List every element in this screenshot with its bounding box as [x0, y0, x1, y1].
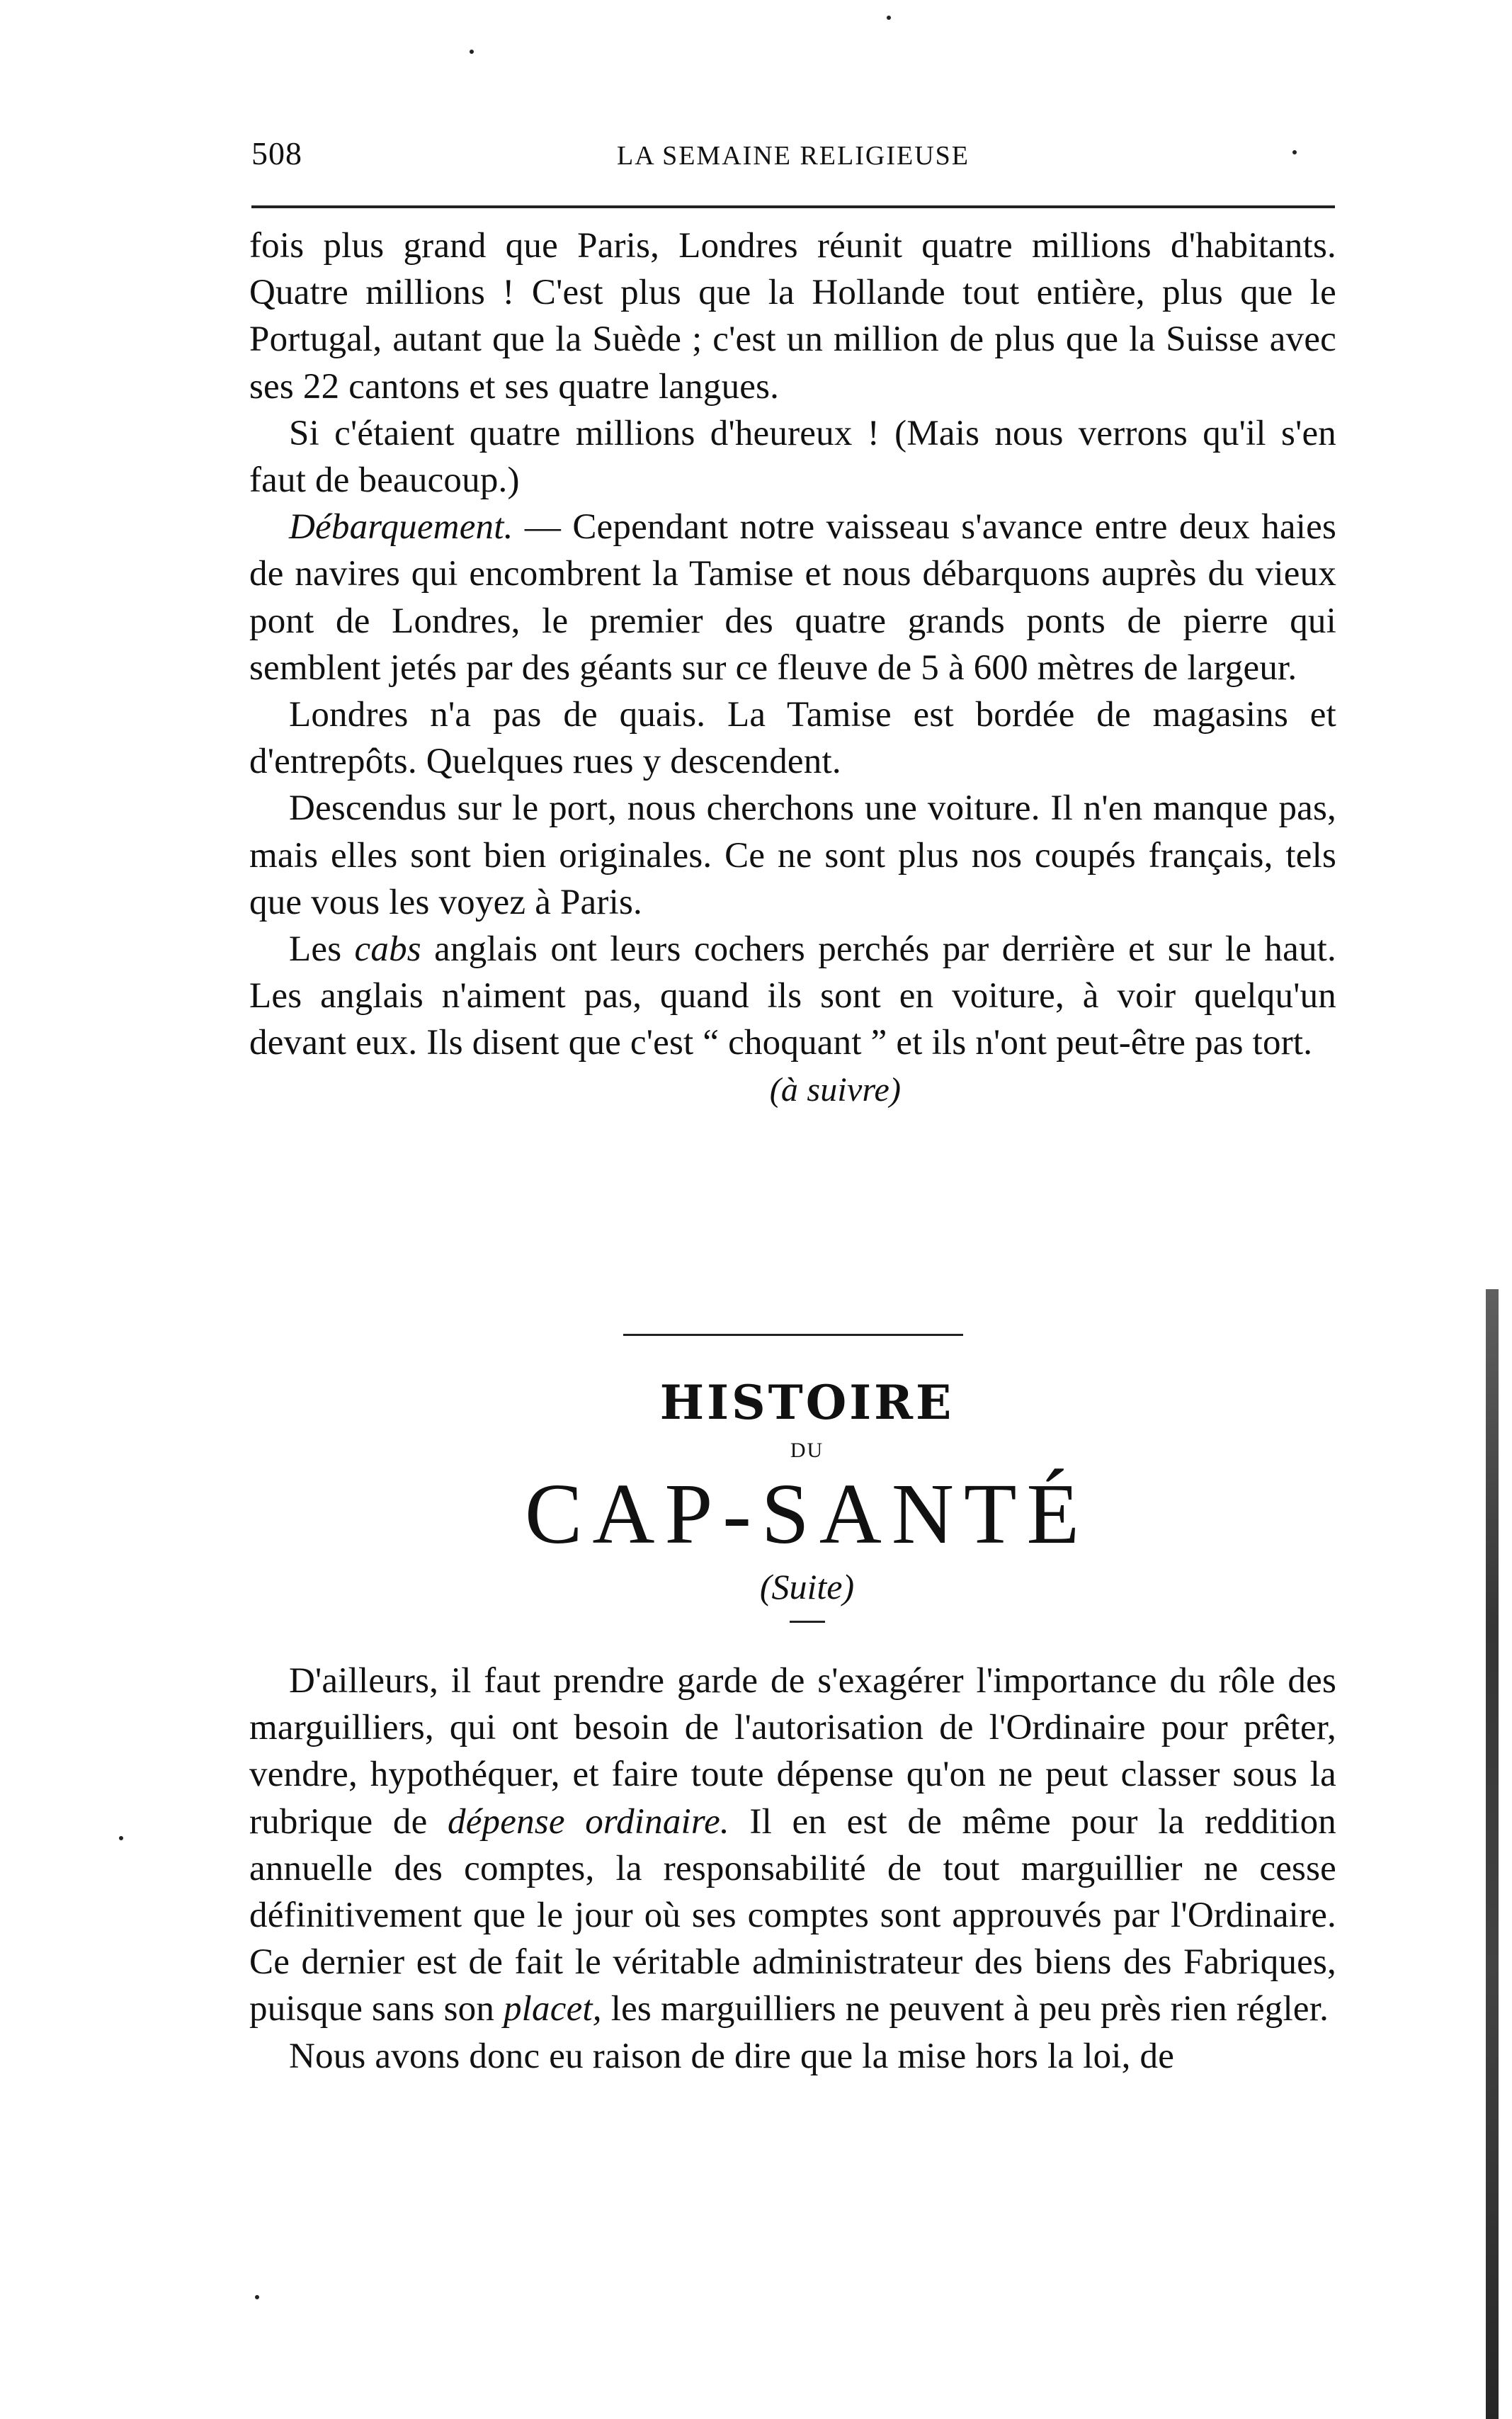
paragraph: Londres n'a pas de quais. La Tamise est bordée de magasins et d'entrepôts. Quelques rues y descendent.: [249, 695, 1336, 782]
page-number: 508: [251, 135, 302, 171]
paragraph-text: les marguilliers ne peuvent à peu près rien régler.: [601, 1989, 1329, 2029]
paragraph: Descendus sur le port, nous cherchons une voiture. Il n'en manque pas, mais elles sont bien originales. Ce ne sont plus nos coupés français, tels que vous les voyez à Paris.: [249, 788, 1336, 922]
paragraph-text: Il en est de même pour la reddition annuelle des comptes, la responsabilité de tout marguillier ne cesse définitivement que le jour où ses comptes sont approuvés par l'Ordinaire. Ce dernier est de fait le véritable administrateur des biens des Fabriques, puisque sans son: [249, 1801, 1336, 2029]
paragraph-text: D'ailleurs, il faut prendre garde de s'exagérer l'importance du rôle des marguilliers, qui ont besoin de l'autorisation de l'Ordinaire pour prêter, vendre, hypothéquer, et faire toute dépense qu'on ne peut classer sous la rubrique de: [249, 1661, 1336, 1842]
italic-phrase: dépense ordinaire.: [448, 1801, 729, 1842]
title-histoire: HISTOIRE: [659, 1375, 955, 1430]
journal-title: LA SEMAINE RELIGIEUSE: [617, 141, 970, 171]
article-continuation: [249, 222, 1336, 1114]
title-dash: [790, 1621, 825, 1623]
paragraph-text: — Cependant notre vaisseau s'avance entre deux haies de navires qui encombrent la Tamise et nous débarquons auprès du vieux pont de Londres, le premier des quatre grands ponts de pierre qui semblent jetés par des géants sur ce fleuve de 5 à 600 mètres de largeur.: [249, 507, 1336, 688]
italic-word: placet,: [503, 1989, 602, 2029]
page-edge-shadow: [1486, 1289, 1499, 2419]
article-title-block: [249, 1374, 1336, 1623]
scan-speck: [119, 1836, 123, 1840]
paragraph: Nous avons donc eu raison de dire que la mise hors la loi, de: [289, 2036, 1175, 2076]
scan-speck: [887, 16, 891, 20]
title-suite: (Suite): [759, 1567, 855, 1607]
scan-speck: [470, 50, 474, 54]
scan-speck: [1292, 150, 1297, 154]
to-follow-note: (à suivre): [769, 1070, 902, 1109]
title-du: DU: [790, 1439, 824, 1462]
section-separator: [623, 1334, 963, 1336]
paragraph: fois plus grand que Paris, Londres réunit quatre millions d'habitants. Quatre millions ! C'est plus que la Hollande tout entière, plus que le Portugal, autant que la Suède ; c'est un million de plus que la Suisse avec ses 22 cantons et ses quatre langues.: [249, 226, 1336, 407]
paragraph-text: anglais ont leurs cochers perchés par derrière et sur le haut. Les anglais n'aiment pas, quand ils sont en voiture, à voir quelqu'un devant eux. Ils disent que c'est “ choquant ” et ils n'ont peut-être pas tort.: [249, 929, 1336, 1063]
section-lead: Débarquement.: [289, 507, 513, 548]
header-rule: [251, 205, 1335, 208]
paragraph: [249, 504, 1336, 691]
article-body: [249, 1658, 1336, 2080]
paragraph: [249, 1658, 1336, 2033]
scan-speck: [255, 2295, 259, 2299]
running-head: [251, 135, 1335, 191]
paragraph-text: Les: [289, 929, 355, 970]
italic-word: cabs: [354, 929, 421, 970]
paragraph: Si c'étaient quatre millions d'heureux ! (Mais nous verrons qu'il s'en faut de beaucoup.): [249, 413, 1336, 501]
paragraph: [249, 926, 1336, 1067]
title-cap-sante: CAP-SANTÉ: [524, 1466, 1090, 1562]
